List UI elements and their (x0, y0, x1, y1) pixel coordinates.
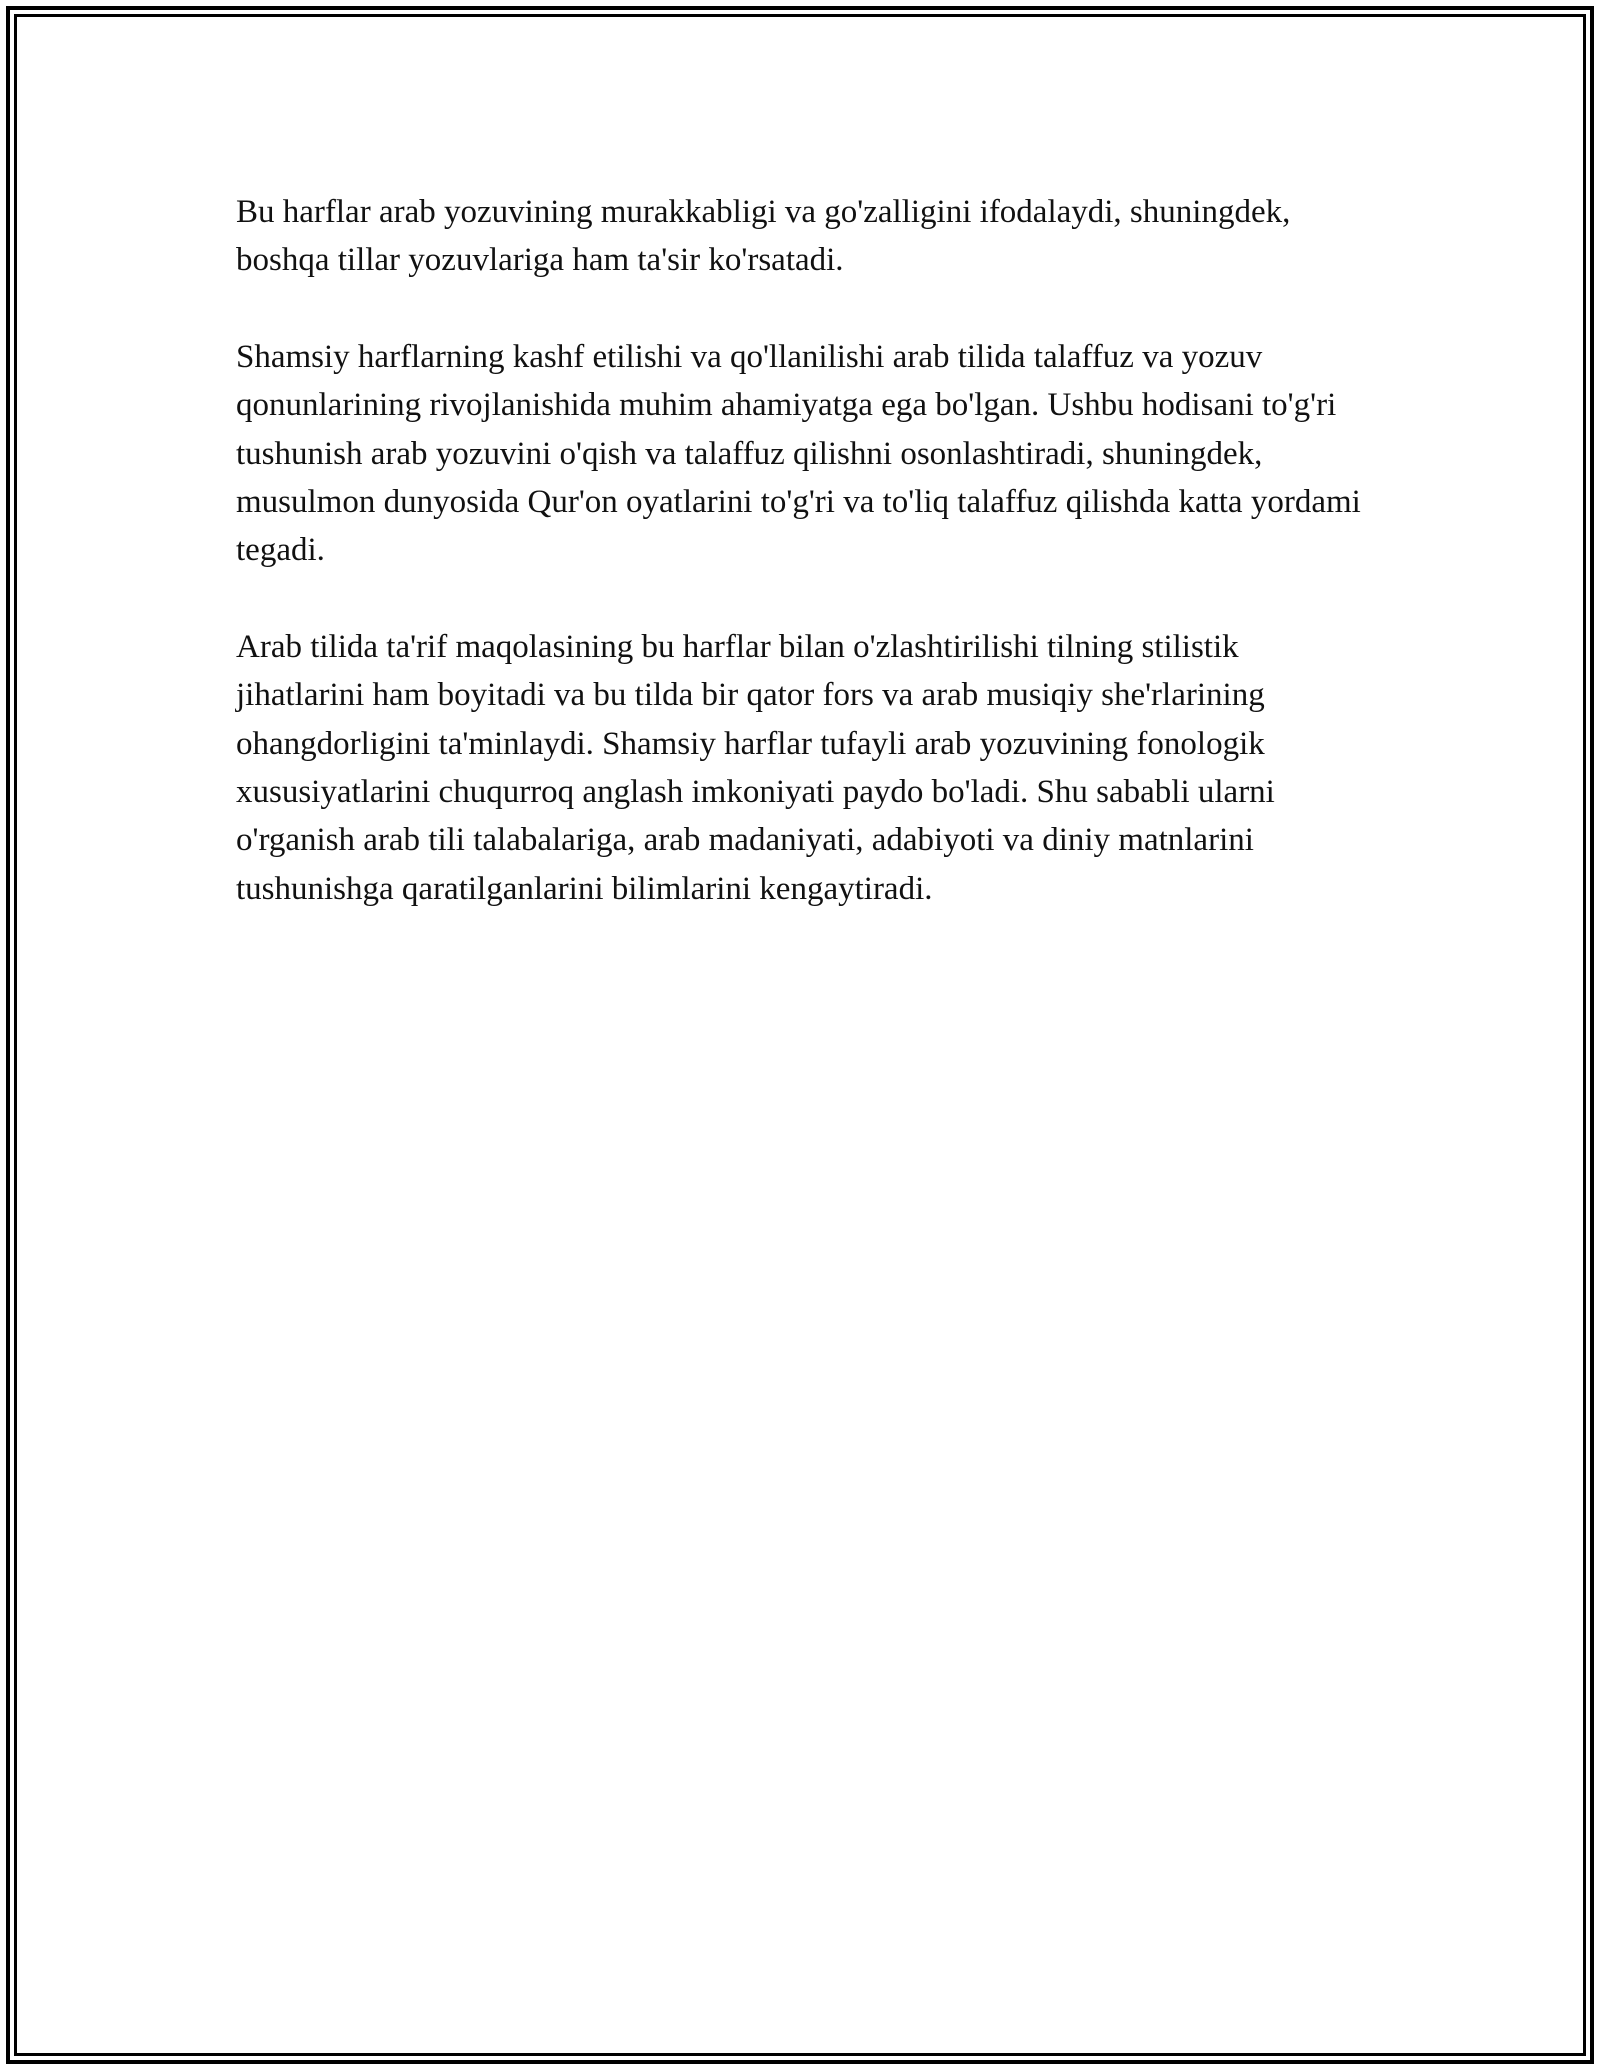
paragraph-1: Bu harflar arab yozuvining murakkabligi va go'zalligini ifodalaydi, shuningdek, boshqa tillar yozuvlariga ham ta'sir ko'rsatadi. (236, 194, 1291, 279)
document-body (236, 188, 1366, 961)
paragraph-2: Shamsiy harflarning kashf etilishi va qo'llanilishi arab tilida talaffuz va yozuv qonunlarining rivojlanishida muhim ahamiyatga ega bo'lgan. Ushbu hodisani to'g'ri tushunish arab yozuvini o'qish va talaffuz qilishni osonlashtiradi, shuningdek, musulmon dunyosida Qur'on oyatlarini to'g'ri va to'liq talaffuz qilishda katta yordami tegadi. (236, 338, 1361, 569)
paragraph-3: Arab tilida ta'rif maqolasining bu harflar bilan o'zlashtirilishi tilning stilistik jihatlarini ham boyitadi va bu tilda bir qator fors va arab musiqiy she'rlarining ohangdorligini ta'minlaydi. Shamsiy harflar tufayli arab yozuvining fonologik xususiyatlarini chuqurroq anglash imkoniyati paydo bo'ladi. Shu sababli ularni o'rganish arab tili talabalariga, arab madaniyati, adabiyoti va diniy matnlarini tushunishga qaratilganlarini bilimlarini kengaytiradi. (236, 628, 1275, 907)
